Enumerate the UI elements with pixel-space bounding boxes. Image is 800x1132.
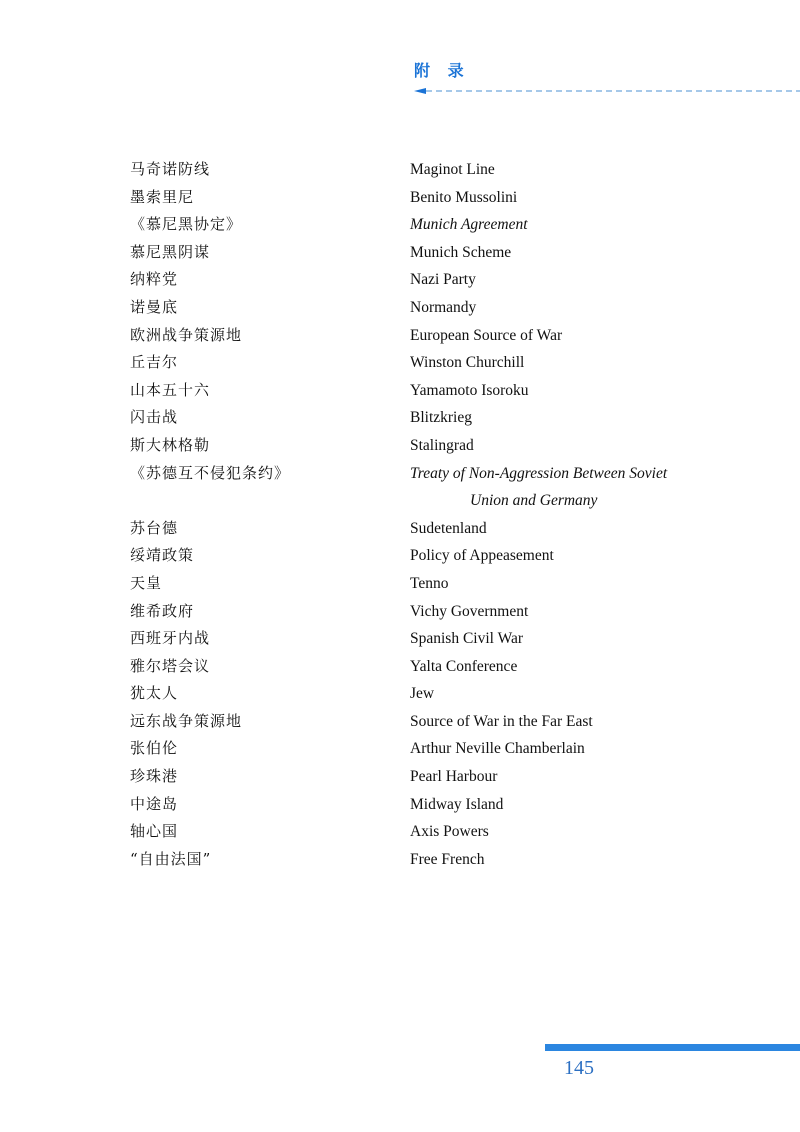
footer-accent-bar xyxy=(545,1044,800,1051)
term-english: Spanish Civil War xyxy=(410,630,523,648)
term-english: Pearl Harbour xyxy=(410,768,498,786)
page-number: 145 xyxy=(564,1057,594,1079)
glossary-row xyxy=(0,294,800,322)
glossary-row xyxy=(0,542,800,570)
glossary-row xyxy=(0,846,800,874)
term-chinese: 《慕尼黑协定》 xyxy=(130,215,243,234)
glossary-row xyxy=(0,735,800,763)
term-chinese: 张伯伦 xyxy=(130,739,179,758)
term-chinese: 闪击战 xyxy=(130,408,179,427)
term-english: Jew xyxy=(410,685,435,703)
term-english: Stalingrad xyxy=(410,436,474,454)
term-chinese: 斯大林格勒 xyxy=(130,435,211,454)
term-chinese: 珍珠港 xyxy=(130,767,179,786)
term-english: Benito Mussolini xyxy=(410,188,518,206)
term-english: Free French xyxy=(410,850,485,868)
glossary-row xyxy=(0,377,800,405)
term-chinese: 犹太人 xyxy=(130,684,179,703)
glossary-row xyxy=(0,680,800,708)
glossary-row xyxy=(0,708,800,736)
glossary-row xyxy=(0,570,800,598)
term-chinese: 墨索里尼 xyxy=(130,187,195,206)
term-english: Vichy Government xyxy=(410,602,529,620)
term-english: Policy of Appeasement xyxy=(410,547,554,565)
term-english: Source of War in the Far East xyxy=(410,712,593,730)
term-chinese: 《苏德互不侵犯条约》 xyxy=(130,463,291,482)
term-english: Axis Powers xyxy=(410,823,489,841)
glossary-row xyxy=(0,156,800,184)
term-english: Blitzkrieg xyxy=(410,409,472,427)
term-english: Normandy xyxy=(410,298,477,316)
term-english: Midway Island xyxy=(410,795,504,813)
term-chinese: 天皇 xyxy=(130,573,163,592)
term-english: Tenno xyxy=(410,574,449,592)
term-english-continuation: Union and Germany xyxy=(470,492,598,510)
header-dashed-rule xyxy=(414,87,800,95)
glossary-row xyxy=(0,349,800,377)
appendix-title: 附 录 xyxy=(414,61,470,80)
glossary-row xyxy=(0,432,800,460)
glossary-row xyxy=(0,791,800,819)
term-english: Sudetenland xyxy=(410,519,487,537)
term-chinese: 丘吉尔 xyxy=(130,353,179,372)
term-english: Maginot Line xyxy=(410,161,495,178)
term-chinese: 苏台德 xyxy=(130,518,179,537)
term-chinese: 慕尼黑阴谋 xyxy=(130,242,211,261)
term-chinese: 中途岛 xyxy=(130,794,179,813)
glossary-row xyxy=(0,763,800,791)
term-chinese: 维希政府 xyxy=(130,601,195,620)
term-chinese: “自由法国” xyxy=(130,849,212,868)
glossary-list xyxy=(0,156,800,873)
term-chinese: 西班牙内战 xyxy=(130,629,211,648)
glossary-row xyxy=(0,625,800,653)
term-english: Munich Scheme xyxy=(410,243,512,261)
term-english: Arthur Neville Chamberlain xyxy=(410,740,585,758)
term-chinese: 马奇诺防线 xyxy=(130,160,211,178)
term-english: European Source of War xyxy=(410,326,563,344)
term-chinese: 山本五十六 xyxy=(130,380,211,399)
glossary-row xyxy=(0,266,800,294)
term-chinese: 欧洲战争策源地 xyxy=(130,325,243,344)
glossary-row xyxy=(0,211,800,239)
glossary-row xyxy=(0,184,800,212)
glossary-row xyxy=(0,515,800,543)
glossary-row xyxy=(0,404,800,432)
term-english: Munich Agreement xyxy=(410,216,528,234)
term-english: Yamamoto Isoroku xyxy=(410,381,529,399)
term-chinese: 雅尔塔会议 xyxy=(130,656,211,675)
term-chinese: 绥靖政策 xyxy=(130,546,195,565)
arrow-left-icon xyxy=(414,88,426,94)
term-chinese: 远东战争策源地 xyxy=(130,711,243,730)
term-english: Nazi Party xyxy=(410,271,476,289)
glossary-row xyxy=(0,598,800,626)
term-english: Treaty of Non-Aggression Between Soviet xyxy=(410,464,668,482)
glossary-row xyxy=(0,653,800,681)
term-chinese: 诺曼底 xyxy=(130,297,179,316)
glossary-row xyxy=(0,239,800,267)
glossary-row xyxy=(0,460,800,515)
term-chinese: 轴心国 xyxy=(130,822,179,841)
term-english: Winston Churchill xyxy=(410,354,525,372)
term-english: Yalta Conference xyxy=(410,657,518,675)
term-chinese: 纳粹党 xyxy=(130,270,179,289)
glossary-row xyxy=(0,818,800,846)
glossary-row xyxy=(0,322,800,350)
